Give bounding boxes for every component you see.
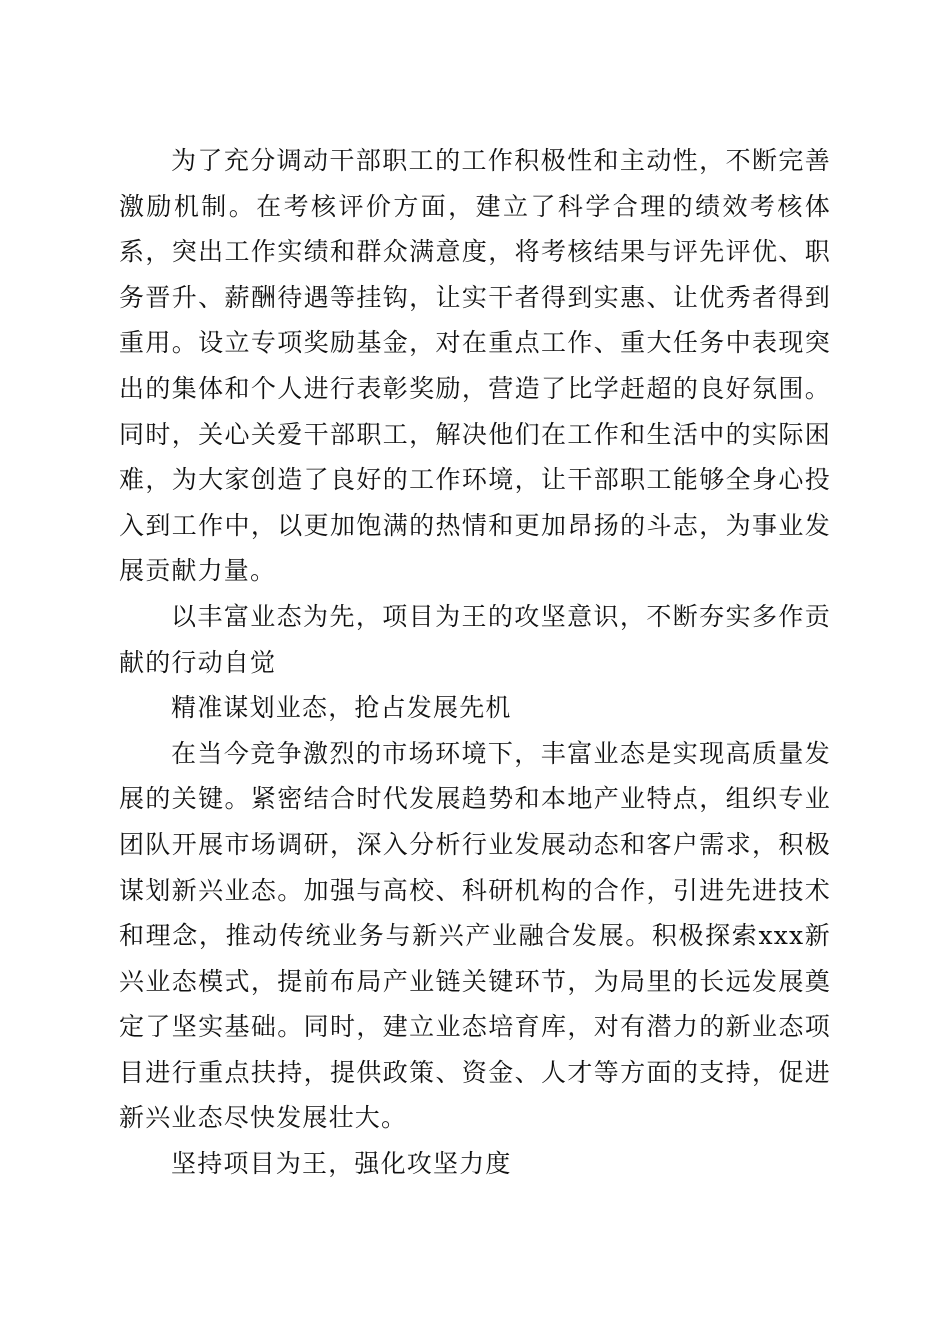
document-body xyxy=(119,138,831,1187)
paragraph-business-format: 在当今竞争激烈的市场环境下，丰富业态是实现高质量发展的关键。紧密结合时代发展趋势和本地产业特点，组织专业团队开展市场调研，深入分析行业发展动态和客户需求，积极谋划新兴业态。加强与高校、科研机构的合作，引进先进技术和理念，推动传统业务与新兴产业融合发展。积极探索xxx新兴业态模式，提前布局产业链关键环节，为局里的长远发展奠定了坚实基础。同时，建立业态培育库，对有潜力的新业态项目进行重点扶持，提供政策、资金、人才等方面的支持，促进新兴业态尽快发展壮大。 xyxy=(119,738,831,1133)
paragraph-incentive-mechanism: 为了充分调动干部职工的工作积极性和主动性，不断完善激励机制。在考核评价方面，建立了科学合理的绩效考核体系，突出工作实绩和群众满意度，将考核结果与评先评优、职务晋升、薪酬待遇等挂钩，让实干者得到实惠、让优秀者得到重用。设立专项奖励基金，对在重点工作、重大任务中表现突出的集体和个人进行表彰奖励，营造了比学赶超的良好氛围。同时，关心关爱干部职工，解决他们在工作和生活中的实际困难，为大家创造了良好的工作环境，让干部职工能够全身心投入到工作中，以更加饱满的热情和更加昂扬的斗志，为事业发展贡献力量。 xyxy=(119,146,831,586)
subheading-plan-business-format: 精准谋划业态，抢占发展先机 xyxy=(171,693,512,723)
section-heading-business-format: 以丰富业态为先，项目为王的攻坚意识，不断夯实多作贡献的行动自觉 xyxy=(119,601,831,677)
subheading-project-priority: 坚持项目为王，强化攻坚力度 xyxy=(171,1149,512,1179)
